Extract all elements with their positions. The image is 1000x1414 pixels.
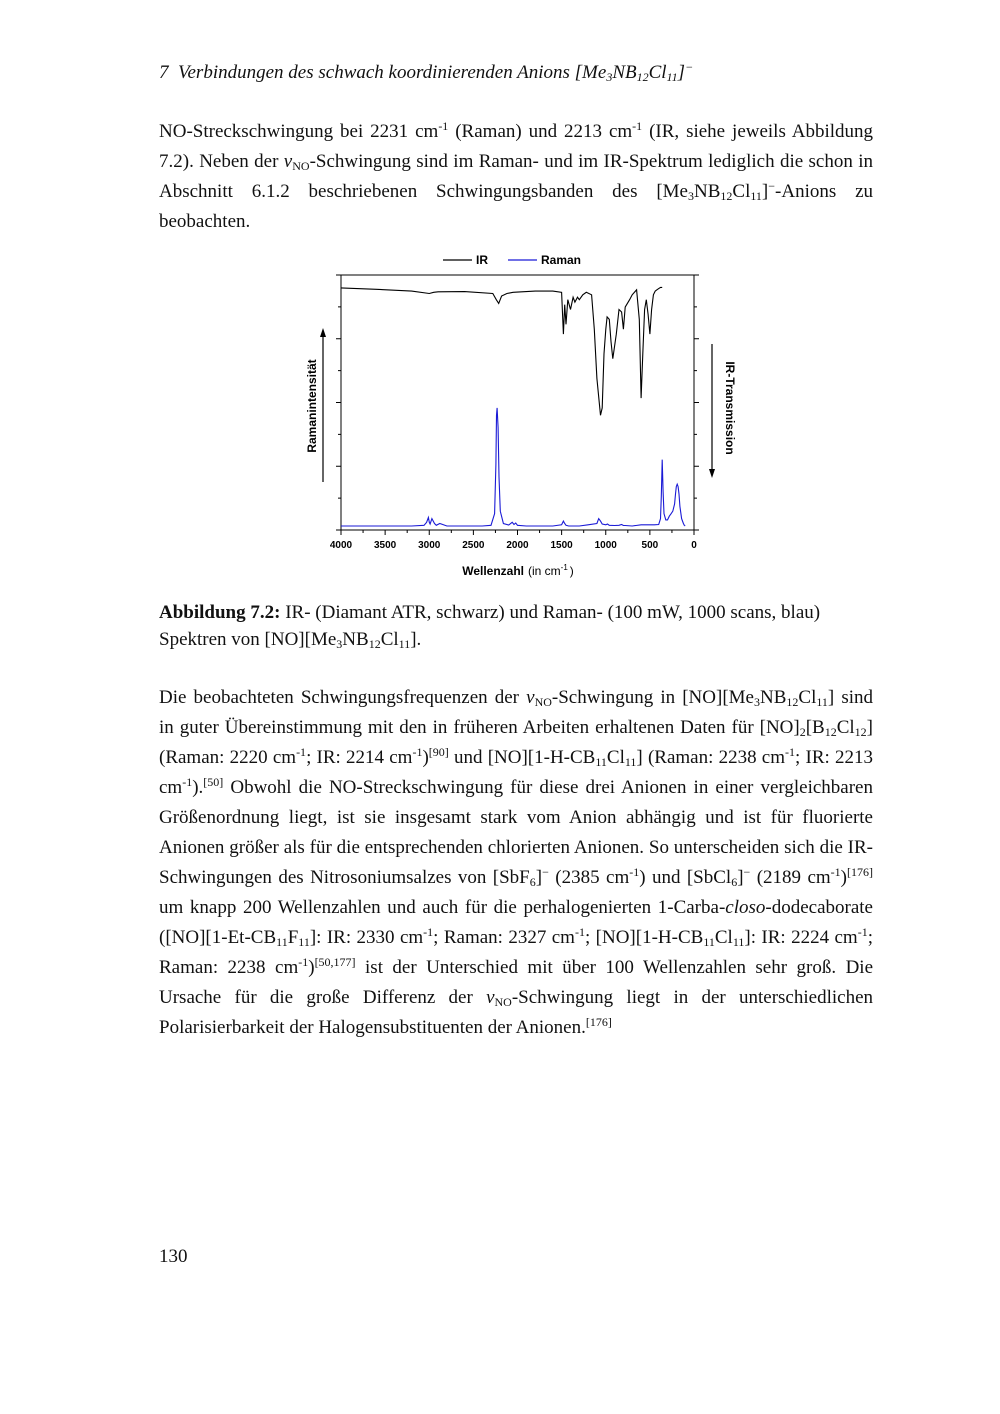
x-tick-label: 2500 [462, 540, 485, 551]
ylabel-left: Ramanintensität [305, 359, 319, 453]
x-tick-label: 500 [641, 540, 659, 551]
x-tick-labels [330, 540, 697, 551]
x-ticks [341, 530, 694, 535]
figure-caption: Abbildung 7.2: IR- (Diamant ATR, schwarz) und Raman- (100 mW, 1000 scans, blau) Spektren von $[NO][Me_3NB_{12}Cl_{11}]$. [159, 602, 821, 651]
spectrum-figure [296, 246, 746, 586]
ylabel-right: IR-Transmission [723, 361, 737, 455]
right-ticks [694, 275, 699, 530]
x-tick-label: 2000 [506, 540, 529, 551]
ir-spectrum-line [341, 287, 662, 415]
right-axis-label [709, 344, 737, 478]
x-tick-label: 1000 [594, 540, 617, 551]
xlabel: Wellenzahl (in $cm^{-1}$ ) [462, 563, 574, 578]
paragraph-intro: NO-Streckschwingung bei 2231 $cm^{-1}$ (Raman) und 2213 $cm^{-1}$ (IR, siehe jeweils Abbildung 7.2). Neben der $\nu_{NO}$-Schwingung sind im Raman- und im IR-Spektrum lediglich die schon in Abschnitt 6.1.2 beschriebenen Schwingungsbanden des $[Me_3NB_{12}Cl_{11}]^-$-Anions zu beobachten. [159, 119, 874, 232]
x-tick-label: 3500 [374, 540, 397, 551]
legend-label-ir: IR [476, 253, 488, 267]
down-arrowhead-icon [709, 469, 715, 478]
page-number: 130 [159, 1246, 188, 1267]
paragraph-discussion: Die beobachteten Schwingungsfrequenzen der $\nu_{NO}$-Schwingung in $[NO][Me_3NB_{12}Cl_{11}]$ sind in guter Übereinstimmung mit den in früheren Arbeiten erhaltenen Daten für $[NO]_2[B_{12}Cl_{12}]$ (Raman: 2220 $cm^{-1}$; IR: 2214 $cm^{-1})[90]$ und $[NO][1-H-CB_{11}Cl_{11}]$ (Raman: 2238 $cm^{-1}$; IR: 2213 $cm^{-1}).[50]$ Obwohl die NO-Streckschwingung für diese drei Anionen in einer vergleichbaren Größenordnung liegt, ist sie insgesamt stark vom Anion abhängig und ist für fluorierte Anionen größer als für die entsprechenden chlorierten Anionen. So unterscheiden sich die IR-Schwingungen des Nitrosoniumsalzes von [SbF$_6$]− (2385 $cm^{-1}$) und [SbCl$_6$]− (2189 $cm^{-1})[176]$ um knapp 200 Wellenzahlen und auch für die perhalogenierten 1-Carba-closo-dodecaborate ($[NO][1-Et-CB_{11}F_{11}]$: IR: 2330 $cm^{-1}$; Raman: 2327 $cm^{-1}$; $[NO][1-H-CB_{11}Cl_{11}]$: IR: 2224 $cm^{-1}$; Raman: 2238 $cm^{-1})[50,177]$ ist der Unterschied mit über 100 Wellenzahlen sehr groß. Die Ursache für die große Differenz der $\nu_{NO}$-Schwingung liegt in der unterschiedlichen Polarisierbarkeit der Halogensubstituenten der Anionen.[176] [159, 687, 874, 1038]
citation-50-177[interactable]: [50,177] [314, 955, 356, 969]
left-axis-label [305, 328, 326, 482]
x-tick-label: 0 [691, 540, 697, 551]
up-arrowhead-icon [320, 328, 326, 337]
raman-spectrum-line [341, 408, 685, 526]
citation-50[interactable]: [50] [203, 775, 224, 789]
x-tick-label: 3000 [418, 540, 441, 551]
citation-176b[interactable]: [176] [585, 1015, 612, 1029]
running-header: 7 Verbindungen des schwach koordinierenden Anions $[Me_3NB_{12}Cl_{11}]^-$ [159, 60, 694, 84]
chart-legend [443, 253, 581, 267]
left-ticks [336, 275, 341, 530]
citation-90[interactable]: [90] [428, 745, 449, 759]
legend-label-raman: Raman [541, 253, 582, 267]
plot-frame [341, 275, 694, 530]
x-tick-label: 1500 [550, 540, 573, 551]
x-tick-label: 4000 [329, 540, 353, 551]
citation-176[interactable]: [176] [846, 865, 873, 879]
